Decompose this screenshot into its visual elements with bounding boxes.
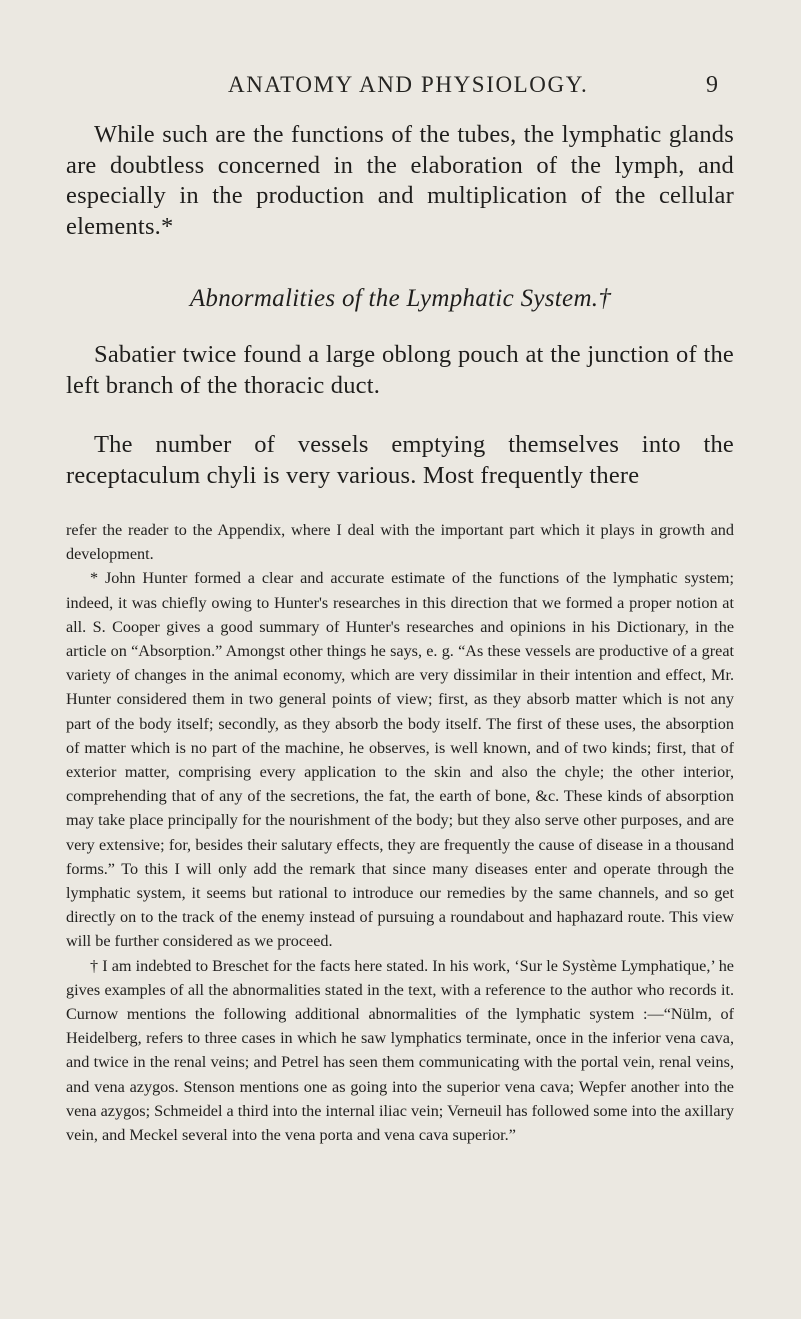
paragraph-receptaculum: The number of vessels emptying themselves into the receptaculum chyli is very various. Most frequently there [66, 431, 734, 489]
page-number: 9 [706, 72, 718, 98]
paragraph-lymphatic-glands: While such are the functions of the tubes, the lymphatic glands are doubtless concerned in the elaboration of the lymph, and especially in the production and multiplication of the cellular elements.* [66, 121, 734, 240]
footnote-breschet: † I am indebted to Breschet for the facts here stated. In his work, ‘Sur le Système Lymphatique,’ he gives examples of all the abnormalities stated in the text, with a reference to the author who records it. Curnow mentions the following additional abnormalities of the lymphatic system :—“Nülm, of Heidelberg, refers to three cases in which he saw lymphatics terminate, once in the inferior vena cava, and twice in the renal veins; and Petrel has seen them communicating with the portal vein, renal veins, and vena azygos. Stenson mentions one as going into the superior vena cava; Wepfer another into the vena azygos; Schmeidel a third into the internal iliac vein; Verneuil has followed some into the axillary vein, and Meckel several into the vena porta and vena cava superior.” [66, 956, 734, 1145]
footnotes [66, 518, 734, 1147]
footnote-continuation: refer the reader to the Appendix, where I deal with the important part which it plays in growth and development. [66, 521, 734, 564]
running-head: ANATOMY AND PHYSIOLOGY. [228, 72, 589, 97]
footnote-hunter: * John Hunter formed a clear and accurate estimate of the functions of the lymphatic system; indeed, it was chiefly owing to Hunter's researches in this direction that we formed a proper notion at all. S. Cooper gives a good summary of Hunter's researches and opinions in his Dictionary, in the article on “Absorption.” Amongst other things he says, e. g. “As these vessels are productive of a great variety of changes in the animal economy, which are very dissimilar in their intention and effect, Mr. Hunter considered them in two general points of view; first, as they absorb matter which is not any part of the body itself; secondly, as they absorb the body itself. The first of these uses, the absorption of matter which is no part of the machine, he observes, is well known, and of two kinds; first, that of exterior matter, comprising every application to the skin and also the chyle; the other interior, comprehending that of any of the secretions, the fat, the earth of bone, &c. These kinds of absorption may take place principally for the nourishment of the body; but they also serve other purposes, and are very extensive; for, besides their salutary effects, they are frequently the cause of disease in a thousand forms.” To this I will only add the remark that since many diseases enter and operate through the lymphatic system, it seems but rational to introduce our remedies by the same channels, and so get directly on to the track of the enemy instead of pursuing a roundabout and haphazard route. This view will be further considered as we proceed. [66, 569, 734, 951]
paragraph-sabatier: Sabatier twice found a large oblong pouch at the junction of the left branch of the thoracic duct. [66, 341, 734, 399]
section-heading: Abnormalities of the Lymphatic System.† [189, 285, 612, 312]
